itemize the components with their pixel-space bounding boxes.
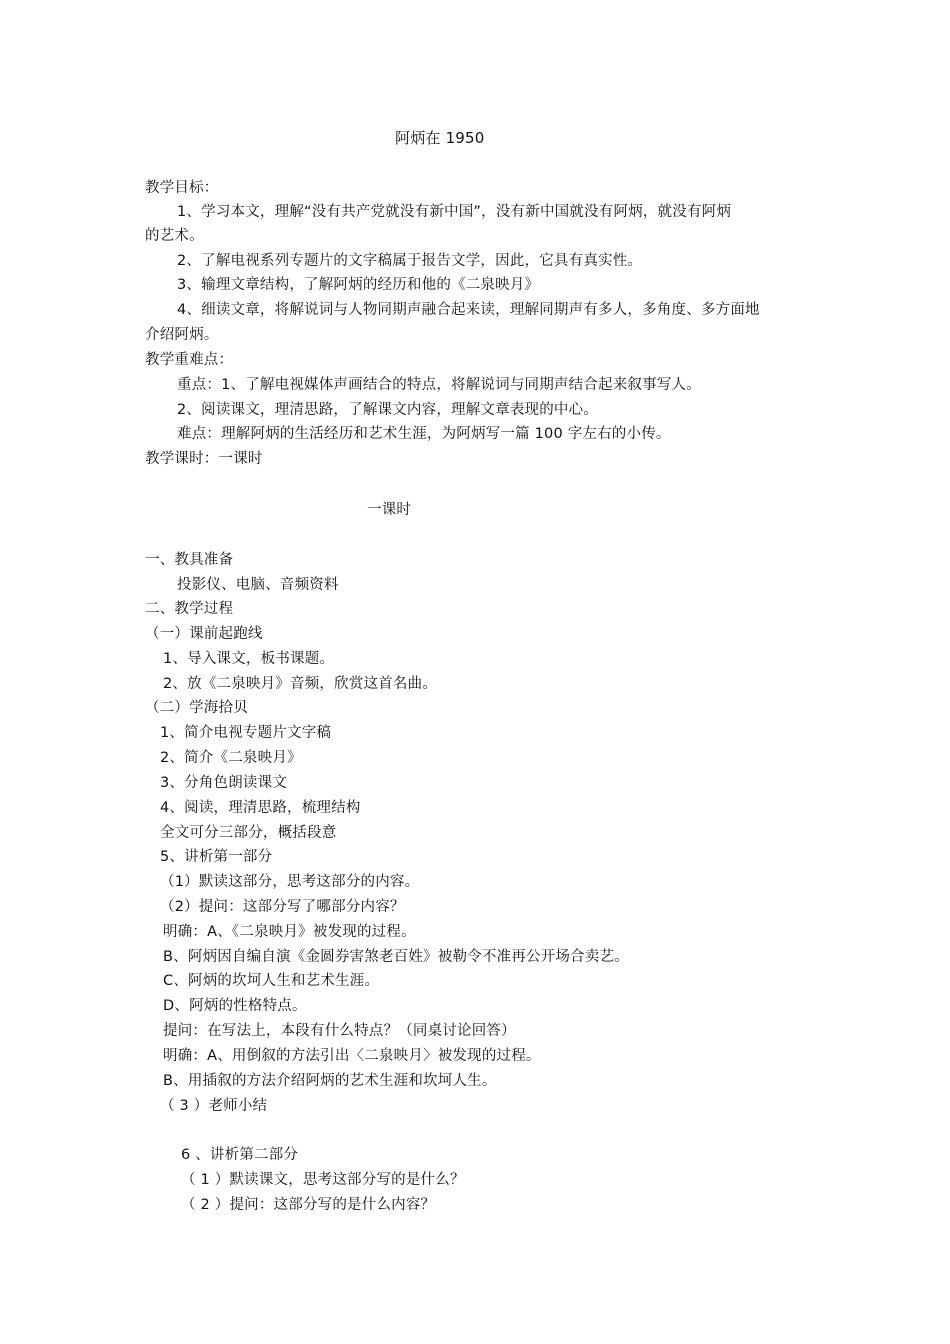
part-1-heading: （一）课前起跑线 — [145, 626, 263, 642]
part-1-item-1: 1、导入课文，板书课题。 — [163, 651, 335, 667]
part-2-item-5: 5、讲析第一部分 — [160, 849, 273, 865]
objective-1-line-1: 1、学习本文，理解“没有共产党就没有新中国”，没有新中国就没有阿炳，就没有阿炳 — [177, 204, 732, 220]
section-2-heading: 二、教学过程 — [145, 601, 234, 617]
document-title: 阿炳在 1950 — [395, 129, 485, 147]
section-1-content: 投影仪、电脑、音频资料 — [177, 577, 339, 593]
objective-2: 2、了解电视系列专题片的文字稿属于报告文学，因此，它具有真实性。 — [177, 253, 643, 269]
session-heading: 一课时 — [367, 502, 412, 518]
answer-2a: 明确：A、用倒叙的方法引出〈二泉映月〉被发现的过程。 — [163, 1048, 541, 1064]
part-2-item-1: 1、简介电视专题片文字稿 — [160, 725, 332, 741]
part-1-item-2: 2、放《二泉映月》音频，欣赏这首名曲。 — [163, 676, 438, 692]
part-2-heading: （二）学海拾贝 — [145, 700, 248, 716]
key-point-2: 2、阅读课文，理清思路，了解课文内容，理解文章表现的中心。 — [177, 402, 599, 418]
part-2-item-4: 4、阅读，理清思路，梳理结构 — [160, 800, 361, 816]
answer-c: C、阿炳的坎坷人生和艺术生涯。 — [163, 973, 380, 989]
answer-a: 明确：A、《二泉映月》被发现的过程。 — [163, 924, 416, 940]
objective-1-line-2: 的艺术。 — [145, 228, 204, 244]
difficult-point: 难点：理解阿炳的生活经历和艺术生涯，为阿炳写一篇 100 字左右的小传。 — [177, 426, 671, 442]
section-1-heading: 一、教具准备 — [145, 552, 234, 568]
answer-2b: B、用插叙的方法介绍阿炳的艺术生涯和坎坷人生。 — [163, 1073, 497, 1089]
part-2-item-4-note: 全文可分三部分，概括段意 — [160, 825, 337, 841]
objective-4-line-2: 介绍阿炳。 — [145, 327, 219, 343]
class-hours: 教学课时：一课时 — [145, 451, 263, 467]
part-2-item-6: 6 、讲析第二部分 — [181, 1147, 299, 1163]
part-2-item-2: 2、简介《二泉映月》 — [160, 750, 302, 766]
step-6-2: （ 2 ）提问：这部分写的是什么内容？ — [181, 1197, 436, 1213]
key-difficult-heading: 教学重难点： — [145, 352, 234, 368]
step-6-1: （ 1 ）默读课文，思考这部分写的是什么？ — [181, 1172, 465, 1188]
step-5-1: （1）默读这部分，思考这部分的内容。 — [160, 874, 420, 890]
objectives-heading: 教学目标： — [145, 180, 219, 196]
question-2: 提问：在写法上，本段有什么特点？（同桌讨论回答） — [163, 1023, 516, 1039]
answer-b: B、阿炳因自编自演《金圆券害煞老百姓》被勒令不准再公开场合卖艺。 — [163, 949, 629, 965]
answer-d: D、阿炳的性格特点。 — [163, 998, 307, 1014]
objective-4-line-1: 4、细读文章，将解说词与人物同期声融合起来读，理解同期声有多人，多角度、多方面地 — [177, 302, 760, 318]
step-5-2: （2）提问：这部分写了哪部分内容？ — [160, 899, 405, 915]
step-5-3: （ 3 ）老师小结 — [160, 1098, 268, 1114]
objective-3: 3、输理文章结构，了解阿炳的经历和他的《二泉映月》 — [177, 277, 540, 293]
key-point-1: 重点：1、了解电视媒体声画结合的特点，将解说词与同期声结合起来叙事写人。 — [177, 377, 701, 393]
part-2-item-3: 3、分角色朗读课文 — [160, 775, 288, 791]
